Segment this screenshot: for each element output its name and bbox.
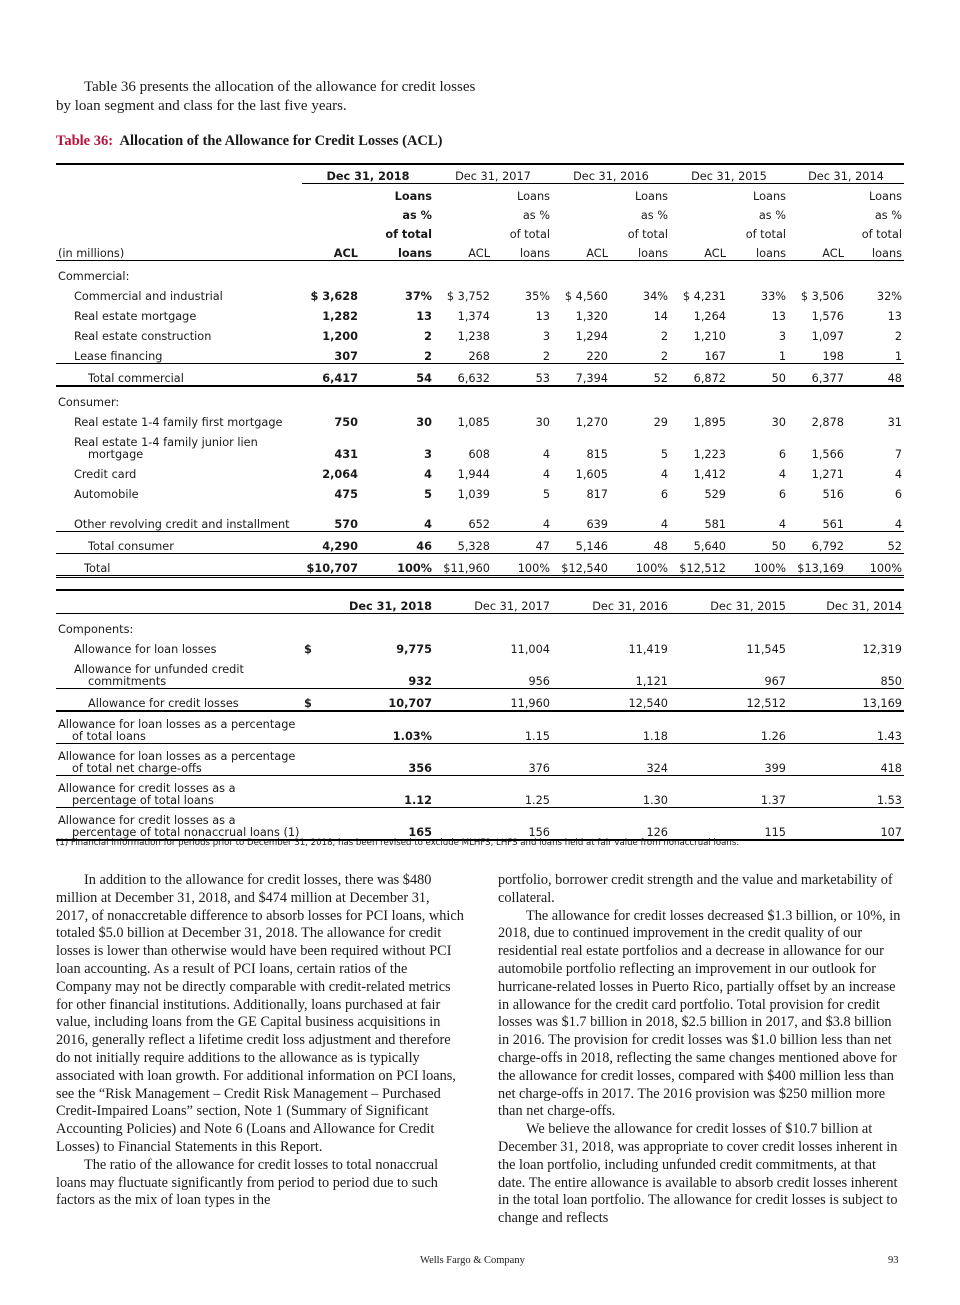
row-label: Commercial and industrial	[74, 290, 223, 303]
column-header: of total	[861, 228, 902, 241]
column-header: loans	[492, 241, 552, 261]
period-header-row	[56, 590, 904, 614]
loan-pct-value: 13	[771, 310, 786, 323]
acl-value: 1,270	[575, 416, 608, 429]
loan-pct-value: 54	[360, 364, 434, 387]
value: 11,545	[746, 643, 786, 656]
acl-value: 1,895	[693, 416, 726, 429]
acl-value: 6,792	[788, 532, 846, 554]
loan-pct-value: 13	[416, 310, 432, 323]
row-label: Automobile	[74, 488, 139, 501]
ratio-row	[56, 776, 904, 808]
paragraph: The ratio of the allowance for credit losses to total nonaccrual loans may fluctuate significantly from period to period due to such factors as the mix of loan types in the	[56, 1156, 439, 1209]
acl-value: 1,576	[811, 310, 844, 323]
loan-pct-value: 6	[660, 488, 668, 501]
row-label: Total commercial	[56, 364, 302, 387]
value: 1.43	[788, 711, 904, 744]
value: 1.37	[670, 776, 788, 808]
column-header: loans	[846, 241, 904, 261]
acl-value: 2,878	[811, 416, 844, 429]
table-title	[56, 133, 442, 150]
value: 956	[528, 675, 550, 688]
ratio-row	[56, 711, 904, 744]
row-label-line: Allowance for loan losses as a percentage	[58, 718, 296, 731]
loan-pct-value: 2	[894, 330, 902, 343]
acl-value: $12,512	[670, 554, 728, 577]
column-header: of total	[745, 228, 786, 241]
loan-pct-value: 33%	[760, 290, 786, 303]
acl-value: 750	[334, 416, 358, 429]
units-label: (in millions)	[56, 241, 302, 261]
row-label: Real estate mortgage	[74, 310, 197, 323]
loan-pct-value: 48	[846, 364, 904, 387]
loan-pct-value: 4	[660, 518, 668, 531]
left-column-text	[56, 872, 464, 1210]
row-label-line: Allowance for loan losses as a percentage	[58, 750, 296, 763]
column-header: loans	[728, 241, 788, 261]
acl-value: 1,238	[457, 330, 490, 343]
acl-value: 167	[704, 350, 726, 363]
value: 356	[322, 744, 434, 776]
loan-pct-value: 3	[542, 330, 550, 343]
table-row	[56, 323, 904, 343]
table-row	[56, 429, 904, 461]
acl-value: 220	[586, 350, 608, 363]
value: 1.26	[670, 711, 788, 744]
period-header: Dec 31, 2017	[434, 164, 552, 184]
loan-pct-value: 37%	[404, 290, 432, 303]
column-header: Loans	[517, 190, 550, 203]
acl-value: $11,960	[434, 554, 492, 577]
column-header: as %	[874, 209, 902, 222]
row-label-line: mortgage	[88, 448, 144, 461]
loan-pct-value: 5	[424, 488, 432, 501]
row-label: Credit card	[74, 468, 137, 481]
value: 399	[670, 744, 788, 776]
acl-value: 431	[334, 448, 358, 461]
acl-value: $13,169	[788, 554, 846, 577]
row-label-line: percentage of total nonaccrual loans (1)	[72, 826, 300, 839]
column-header: ACL	[434, 241, 492, 261]
value: 1.15	[434, 711, 552, 744]
table-row	[56, 656, 904, 689]
loan-pct-value: 4	[778, 518, 786, 531]
table-number: Table 36:	[56, 133, 114, 149]
table-row	[56, 283, 904, 303]
column-header: loans	[360, 241, 434, 261]
table-footnote: (1) Financial information for periods prior to December 31, 2018, has been revised to exclude MLHFS, LHFS and loans held at fair value from nonaccrual loans.	[56, 838, 740, 848]
acl-value: 815	[586, 448, 608, 461]
section-heading-row	[56, 261, 904, 284]
column-header-row	[56, 203, 904, 222]
acl-value: $ 4,560	[564, 290, 608, 303]
acl-allocation-table	[56, 163, 904, 578]
spacer-row	[56, 501, 904, 511]
value: 1.12	[322, 776, 434, 808]
column-header: of total	[385, 228, 432, 241]
column-header: of total	[509, 228, 550, 241]
row-label: Real estate construction	[74, 330, 212, 343]
currency-symbol: $	[304, 643, 312, 656]
loan-pct-value: 32%	[876, 290, 902, 303]
paragraph: The allowance for credit losses decreased $1.3 billion, or 10%, in 2018, due to continued improvement in the credit quality of our residential real estate portfolios and a decrease in allowance for our automobile portfolio reflecting an improvement in our outlook for hurricane-related losses in Puerto Rico, partially offset by an increase in allowance for the credit card portfolio. Total provision for credit losses was $1.7 billion in 2018, $2.5 billion in 2017, and $3.8 billion in 2016. The provision for credit losses was $1.0 billion less than net charge-offs in 2018, reflecting the same changes mentioned above for the allowance for credit losses, compared with $400 million less than net charge-offs in 2017. The 2016 provision was $250 million more than net charge-offs.	[498, 907, 901, 1120]
value: 11,419	[628, 643, 668, 656]
column-header: ACL	[788, 241, 846, 261]
loan-pct-value: 1	[894, 350, 902, 363]
row-label: Other revolving credit and installment	[74, 518, 290, 531]
acl-value: 6,377	[788, 364, 846, 387]
row-label: Total consumer	[56, 532, 302, 554]
column-header: Loans	[753, 190, 786, 203]
column-header: ACL	[552, 241, 610, 261]
row-label-line: of total net charge-offs	[72, 762, 202, 775]
column-header: as %	[402, 209, 432, 222]
loan-pct-value: 4	[894, 468, 902, 481]
acl-value: 1,264	[693, 310, 726, 323]
loan-pct-value: 7	[894, 448, 902, 461]
loan-pct-value: 4	[424, 518, 432, 531]
row-label	[56, 429, 302, 461]
page-number: 93	[888, 1255, 899, 1266]
intro-text: Table 36 presents the allocation of the allowance for credit losses by loan segment and class for the last five years.	[56, 79, 476, 114]
paragraph: portfolio, borrower credit strength and the value and marketability of collateral.	[498, 872, 893, 906]
loan-pct-value: 48	[610, 532, 670, 554]
acl-value: 6,417	[302, 364, 360, 387]
value: 324	[552, 744, 670, 776]
value: 1.53	[788, 776, 904, 808]
column-header: loans	[610, 241, 670, 261]
loan-pct-value: 29	[653, 416, 668, 429]
section-heading: Components:	[58, 623, 134, 636]
acl-value: $10,707	[302, 554, 360, 577]
row-label: Allowance for credit losses	[56, 689, 302, 712]
loan-pct-value: 4	[542, 518, 550, 531]
acl-value: 6,872	[670, 364, 728, 387]
loan-pct-value: 47	[492, 532, 552, 554]
row-label: Total	[56, 554, 302, 577]
value: 932	[408, 675, 432, 688]
row-label: Allowance for loan losses	[74, 643, 217, 656]
loan-pct-value: 30	[416, 416, 432, 429]
period-header: Dec 31, 2018	[302, 164, 434, 184]
column-header-row	[56, 222, 904, 241]
loan-pct-value: 6	[778, 448, 786, 461]
acl-value: 1,271	[811, 468, 844, 481]
loan-pct-value: 34%	[642, 290, 668, 303]
acl-value: 2,064	[322, 468, 358, 481]
company-name: Wells Fargo & Company	[420, 1255, 525, 1266]
loan-pct-value: 100%	[360, 554, 434, 577]
acl-value: 1,200	[322, 330, 358, 343]
loan-pct-value: 13	[887, 310, 902, 323]
loan-pct-value: 13	[535, 310, 550, 323]
loan-pct-value: 5	[660, 448, 668, 461]
value: 1.30	[552, 776, 670, 808]
column-header: ACL	[302, 241, 360, 261]
total-row	[56, 532, 904, 554]
row-label	[56, 711, 302, 744]
acl-value: 1,566	[811, 448, 844, 461]
total-row	[56, 364, 904, 387]
paragraph: We believe the allowance for credit losses of $10.7 billion at December 31, 2018, was appropriate to cover credit losses inherent in the loan portfolio, including unfunded credit commitments, at that date. The entire allowance is available to absorb credit losses inherent in the total loan portfolio. The allowance for credit losses is subject to change and reflects	[498, 1121, 898, 1227]
acl-value: 1,294	[575, 330, 608, 343]
loan-pct-value: 52	[846, 532, 904, 554]
loan-pct-value: 53	[492, 364, 552, 387]
row-label	[56, 656, 302, 689]
acl-value: $ 4,231	[682, 290, 726, 303]
period-header: Dec 31, 2014	[788, 164, 904, 184]
value: 156	[434, 808, 552, 841]
acl-value: 1,320	[575, 310, 608, 323]
column-header: ACL	[670, 241, 728, 261]
acl-value: 4,290	[302, 532, 360, 554]
row-label	[56, 808, 302, 841]
row-label: Real estate 1-4 family first mortgage	[74, 416, 283, 429]
acl-value: 6,632	[434, 364, 492, 387]
paragraph: In addition to the allowance for credit losses, there was $480 million at December 31, 2018, and $474 million at December 31, 2017, of nonaccretable difference to absorb losses for PCI loans, which totaled $5.0 billion at December 31, 2018. The allowance for credit losses is lower than otherwise would have been required without PCI loan accounting. As a result of PCI loans, certain ratios of the Company may not be directly comparable with credit-related metrics for other financial institutions. Additionally, loans purchased at fair value, including loans from the GE Capital business acquisitions in 2016, generally reflect a lifetime credit loss adjustment and therefore do not initially require additions to the allowance as is typically associated with loan growth. For additional information on PCI loans, see the “Risk Management – Credit Risk Management – Purchased Credit-Impaired Loans” section, Note 1 (Summary of Significant Accounting Policies) and Note 6 (Loans and Allowance for Credit Losses) to Financial Statements in this Report.	[56, 872, 464, 1155]
acl-value: 561	[822, 518, 844, 531]
loan-pct-value: 100%	[492, 554, 552, 577]
row-label-line: Allowance for credit losses as a	[58, 782, 236, 795]
column-header: as %	[758, 209, 786, 222]
loan-pct-value: 2	[424, 350, 432, 363]
acl-value: 516	[822, 488, 844, 501]
loan-pct-value: 30	[771, 416, 786, 429]
acl-value: 1,085	[457, 416, 490, 429]
currency-symbol: $	[302, 689, 322, 712]
period-header: Dec 31, 2015	[670, 164, 788, 184]
period-header-row	[56, 164, 904, 184]
loan-pct-value: 50	[728, 364, 788, 387]
acl-value: 7,394	[552, 364, 610, 387]
table-row	[56, 303, 904, 323]
loan-pct-value: 35%	[524, 290, 550, 303]
acl-value: 307	[334, 350, 358, 363]
acl-value: 581	[704, 518, 726, 531]
loan-pct-value: 4	[542, 448, 550, 461]
acl-value: $ 3,628	[310, 290, 358, 303]
loan-pct-value: 100%	[846, 554, 904, 577]
acl-value: $12,540	[552, 554, 610, 577]
acl-value: 1,282	[322, 310, 358, 323]
table-row	[56, 511, 904, 532]
acl-value: 1,944	[457, 468, 490, 481]
acl-value: 198	[822, 350, 844, 363]
column-header: as %	[640, 209, 668, 222]
value: 12,512	[670, 689, 788, 712]
value: 11,960	[434, 689, 552, 712]
section-heading: Commercial:	[58, 270, 130, 283]
acl-value: 639	[586, 518, 608, 531]
loan-pct-value: 6	[894, 488, 902, 501]
value: 850	[880, 675, 902, 688]
ratio-row	[56, 808, 904, 841]
value: 115	[670, 808, 788, 841]
table-row	[56, 461, 904, 481]
period-header: Dec 31, 2015	[670, 590, 788, 614]
loan-pct-value: 2	[660, 350, 668, 363]
row-label: Lease financing	[74, 350, 163, 363]
table-row	[56, 481, 904, 501]
acl-value: 608	[468, 448, 490, 461]
value: 126	[552, 808, 670, 841]
acl-value: 1,210	[693, 330, 726, 343]
acl-value: 5,146	[552, 532, 610, 554]
value: 12,540	[552, 689, 670, 712]
acl-value: 1,374	[457, 310, 490, 323]
row-label-line: Allowance for unfunded credit	[74, 663, 244, 676]
section-heading-row	[56, 386, 904, 409]
period-header: Dec 31, 2018	[322, 590, 434, 614]
value: 107	[788, 808, 904, 841]
column-header: Loans	[394, 190, 432, 203]
value: 418	[788, 744, 904, 776]
loan-pct-value: 100%	[728, 554, 788, 577]
loan-pct-value: 3	[778, 330, 786, 343]
loan-pct-value: 100%	[610, 554, 670, 577]
row-label-line: Allowance for credit losses as a	[58, 814, 236, 827]
acl-value: 5,640	[670, 532, 728, 554]
loan-pct-value: 2	[542, 350, 550, 363]
column-header: Loans	[869, 190, 902, 203]
loan-pct-value: 5	[542, 488, 550, 501]
row-label-line: percentage of total loans	[72, 794, 214, 807]
acl-value: 268	[468, 350, 490, 363]
acl-value: 652	[468, 518, 490, 531]
value: 1.25	[434, 776, 552, 808]
acl-value: $ 3,506	[800, 290, 844, 303]
period-header: Dec 31, 2014	[788, 590, 904, 614]
period-header: Dec 31, 2016	[552, 590, 670, 614]
value: 9,775	[396, 643, 432, 656]
value: 1.03%	[322, 711, 434, 744]
loan-pct-value: 6	[778, 488, 786, 501]
loan-pct-value: 30	[535, 416, 550, 429]
value: 12,319	[862, 643, 902, 656]
table-row	[56, 636, 904, 656]
row-label	[56, 776, 302, 808]
acl-value: 1,039	[457, 488, 490, 501]
loan-pct-value: 3	[424, 448, 432, 461]
loan-pct-value: 4	[894, 518, 902, 531]
acl-value: $ 3,752	[446, 290, 490, 303]
loan-pct-value: 52	[610, 364, 670, 387]
column-header-row	[56, 184, 904, 204]
value: 1,121	[635, 675, 668, 688]
loan-pct-value: 4	[424, 468, 432, 481]
loan-pct-value: 2	[424, 330, 432, 343]
loan-pct-value: 4	[778, 468, 786, 481]
components-table	[56, 589, 904, 841]
value: 11,004	[510, 643, 550, 656]
value: 165	[322, 808, 434, 841]
loan-pct-value: 2	[660, 330, 668, 343]
loan-pct-value: 4	[660, 468, 668, 481]
acl-value: 529	[704, 488, 726, 501]
loan-pct-value: 1	[778, 350, 786, 363]
loan-pct-value: 4	[542, 468, 550, 481]
loan-pct-value: 14	[653, 310, 668, 323]
acl-value: 1,412	[693, 468, 726, 481]
table-row	[56, 409, 904, 429]
row-label	[56, 744, 302, 776]
section-heading-row	[56, 614, 904, 637]
acl-value: 570	[334, 518, 358, 531]
acl-value: 1,605	[575, 468, 608, 481]
grand-total-row	[56, 554, 904, 577]
period-header: Dec 31, 2017	[434, 590, 552, 614]
column-header: of total	[627, 228, 668, 241]
column-header: as %	[522, 209, 550, 222]
value: 967	[764, 675, 786, 688]
column-header: Loans	[635, 190, 668, 203]
acl-value: 5,328	[434, 532, 492, 554]
intro-paragraph	[56, 78, 476, 116]
acl-value: 1,097	[811, 330, 844, 343]
section-heading: Consumer:	[58, 396, 120, 409]
row-label-line: commitments	[88, 675, 167, 688]
value: 13,169	[788, 689, 904, 712]
ratio-row	[56, 744, 904, 776]
table-row	[56, 343, 904, 364]
acl-value: 817	[586, 488, 608, 501]
value: 376	[434, 744, 552, 776]
acl-value: 1,223	[693, 448, 726, 461]
loan-pct-value: 31	[887, 416, 902, 429]
loan-pct-value: 46	[360, 532, 434, 554]
right-column-text	[498, 872, 906, 1228]
row-label-line: Real estate 1-4 family junior lien	[74, 436, 258, 449]
value: 10,707	[322, 689, 434, 712]
total-row	[56, 689, 904, 712]
value: 1.18	[552, 711, 670, 744]
loan-pct-value: 50	[728, 532, 788, 554]
table-title-text: Allocation of the Allowance for Credit Losses (ACL)	[119, 133, 443, 149]
column-header-row	[56, 241, 904, 261]
acl-value: 475	[334, 488, 358, 501]
row-label-line: of total loans	[72, 730, 146, 743]
period-header: Dec 31, 2016	[552, 164, 670, 184]
